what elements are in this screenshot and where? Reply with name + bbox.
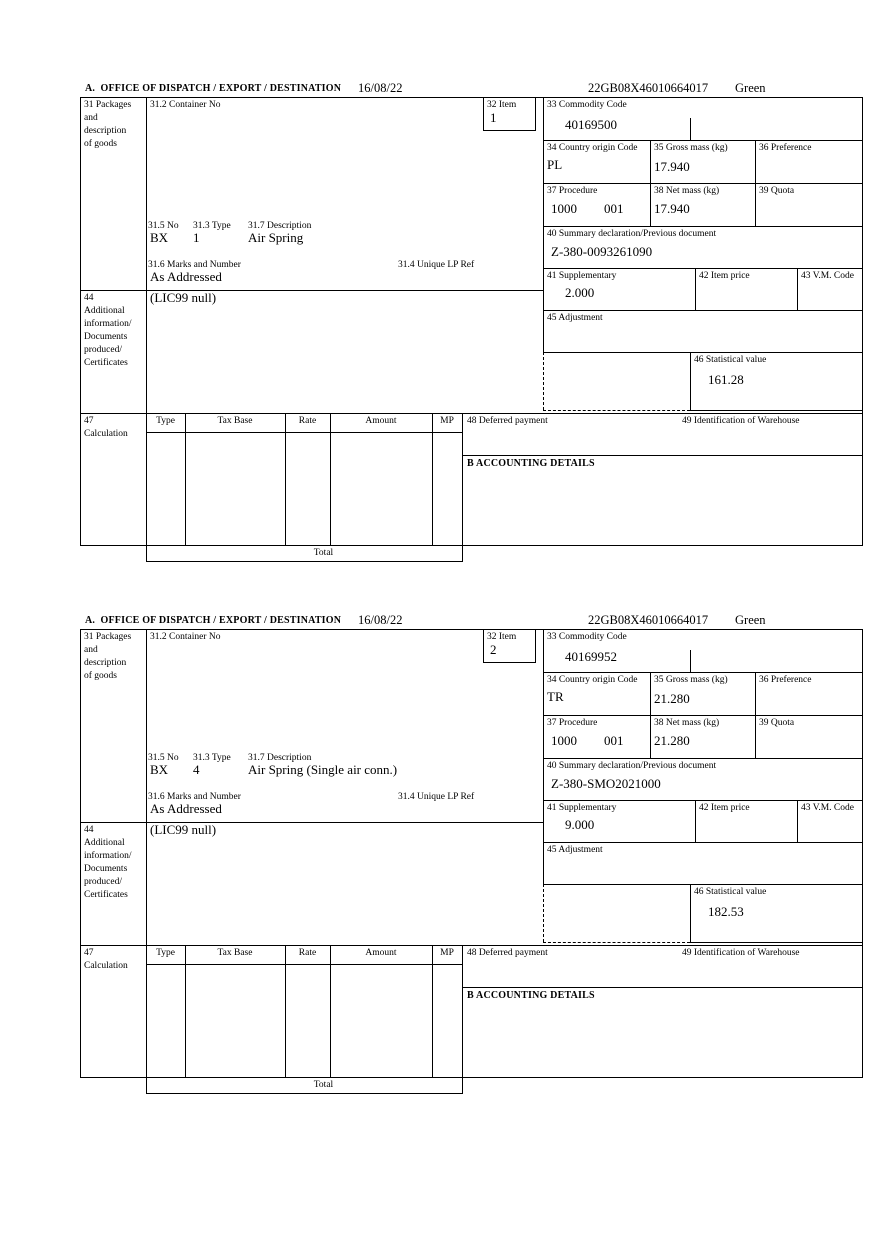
- procedure-ext-value: 001: [604, 201, 624, 216]
- grid-line: [543, 942, 690, 943]
- vm-code-label: 43 V.M. Code: [801, 271, 854, 281]
- grid-line: [80, 413, 863, 414]
- previous-document-value: Z-380-0093261090: [551, 244, 653, 259]
- statistical-value: 161.28: [708, 372, 744, 387]
- grid-line: [462, 455, 863, 456]
- marks-value: As Addressed: [150, 801, 222, 816]
- office-of-dispatch-label: A. OFFICE OF DISPATCH / EXPORT / DESTINATION: [85, 83, 342, 94]
- box47-label: Calculation: [84, 961, 128, 971]
- routing-status: Green: [735, 81, 766, 95]
- unique-lp-ref-label: 31.4 Unique LP Ref: [398, 260, 475, 270]
- supplementary-label: 41 Supplementary: [547, 803, 617, 813]
- grid-line: [146, 1077, 147, 1093]
- grid-line: [462, 1077, 463, 1093]
- warehouse-id-label: 49 Identification of Warehouse: [682, 948, 800, 958]
- package-type-value: 4: [193, 762, 200, 777]
- statistical-value-label: 46 Statistical value: [694, 355, 767, 365]
- box31-label: of goods: [84, 671, 117, 681]
- package-type-value: 1: [193, 230, 200, 245]
- grid-line: [462, 413, 463, 545]
- goods-description-value: Air Spring: [248, 230, 304, 245]
- additional-info-value: (LIC99 null): [150, 290, 217, 305]
- description-label: 31.7 Description: [248, 221, 312, 231]
- adjustment-label: 45 Adjustment: [547, 845, 603, 855]
- grid-line: [146, 629, 147, 945]
- grid-line: [80, 945, 863, 946]
- grid-line: [543, 352, 863, 353]
- calc-tax-base-header: Tax Base: [217, 948, 253, 958]
- supplementary-value: 9.000: [565, 817, 595, 832]
- grid-line: [543, 842, 863, 843]
- statistical-value-label: 46 Statistical value: [694, 887, 767, 897]
- dispatch-date: 16/08/22: [358, 81, 403, 95]
- grid-line: [146, 1093, 463, 1094]
- marks-label: 31.6 Marks and Number: [148, 260, 241, 270]
- previous-document-label: 40 Summary declaration/Previous document: [547, 761, 717, 771]
- grid-line: [80, 97, 863, 98]
- package-type-label: 31.3 Type: [193, 753, 231, 763]
- gross-mass-value: 17.940: [654, 159, 690, 174]
- unique-lp-ref-label: 31.4 Unique LP Ref: [398, 792, 475, 802]
- grid-line: [543, 715, 863, 716]
- gross-mass-value: 21.280: [654, 691, 690, 706]
- grid-line: [862, 97, 863, 545]
- box47-label: Calculation: [84, 429, 128, 439]
- preference-label: 36 Preference: [759, 675, 812, 685]
- dispatch-date: 16/08/22: [358, 613, 403, 627]
- marks-value: As Addressed: [150, 269, 222, 284]
- declaration-item-block: [80, 612, 863, 1097]
- item-number: 1: [490, 110, 497, 125]
- item-number-label: 32 Item: [487, 100, 517, 110]
- grid-line: [543, 672, 863, 673]
- box31-label: and: [84, 645, 98, 655]
- supplementary-value: 2.000: [565, 285, 595, 300]
- box31-label: 31 Packages: [84, 100, 132, 110]
- previous-document-label: 40 Summary declaration/Previous document: [547, 229, 717, 239]
- calc-total-label: Total: [313, 1080, 334, 1090]
- quota-label: 39 Quota: [759, 186, 795, 196]
- grid-line: [695, 268, 696, 310]
- box44-label: 44: [84, 293, 94, 303]
- country-origin-label: 34 Country origin Code: [547, 675, 638, 685]
- grid-line: [543, 97, 544, 352]
- calc-mp-header: MP: [440, 416, 454, 426]
- grid-line: [462, 987, 863, 988]
- box44-label: Documents: [84, 864, 128, 874]
- accounting-details-label: B ACCOUNTING DETAILS: [467, 458, 595, 469]
- country-origin-value: PL: [547, 157, 563, 172]
- grid-line: [543, 884, 863, 885]
- box47-label: 47: [84, 416, 94, 426]
- declaration-reference: 22GB08X46010664017: [588, 613, 709, 627]
- grid-line: [690, 650, 691, 672]
- item-price-label: 42 Item price: [699, 803, 750, 813]
- grid-line: [690, 410, 863, 411]
- grid-line: [543, 310, 863, 311]
- calc-amount-header: Amount: [365, 948, 397, 958]
- grid-line: [862, 629, 863, 1077]
- grid-line: [80, 97, 81, 545]
- previous-document-value: Z-380-SMO2021000: [551, 776, 661, 791]
- gross-mass-label: 35 Gross mass (kg): [654, 143, 728, 153]
- goods-description-value: Air Spring (Single air conn.): [248, 762, 398, 777]
- grid-line: [146, 964, 462, 965]
- accounting-details-label: B ACCOUNTING DETAILS: [467, 990, 595, 1001]
- grid-line: [462, 945, 463, 1077]
- grid-line: [543, 352, 544, 410]
- box44-label: Certificates: [84, 358, 128, 368]
- grid-line: [543, 884, 544, 942]
- net-mass-value: 17.940: [654, 201, 690, 216]
- grid-line: [80, 629, 81, 1077]
- procedure-label: 37 Procedure: [547, 186, 598, 196]
- deferred-payment-label: 48 Deferred payment: [467, 416, 548, 426]
- additional-info-value: (LIC99 null): [150, 822, 217, 837]
- container-no-label: 31.2 Container No: [150, 632, 221, 642]
- grid-line: [543, 140, 863, 141]
- adjustment-label: 45 Adjustment: [547, 313, 603, 323]
- grid-line: [690, 118, 691, 140]
- item-price-label: 42 Item price: [699, 271, 750, 281]
- calc-rate-header: Rate: [298, 948, 317, 958]
- routing-status: Green: [735, 613, 766, 627]
- box44-label: information/: [84, 319, 132, 329]
- item-number-box: [483, 97, 536, 131]
- procedure-value: 1000: [551, 201, 577, 216]
- grid-line: [543, 183, 863, 184]
- grid-line: [650, 672, 651, 758]
- package-no-label: 31.5 No: [148, 221, 179, 231]
- declaration-reference: 22GB08X46010664017: [588, 81, 709, 95]
- grid-line: [690, 352, 691, 410]
- box47-label: 47: [84, 948, 94, 958]
- statistical-value: 182.53: [708, 904, 744, 919]
- box44-label: produced/: [84, 877, 122, 887]
- quota-label: 39 Quota: [759, 718, 795, 728]
- box44-label: produced/: [84, 345, 122, 355]
- calc-tax-base-header: Tax Base: [217, 416, 253, 426]
- package-no-value: BX: [150, 762, 169, 777]
- grid-line: [543, 268, 863, 269]
- commodity-code-label: 33 Commodity Code: [547, 100, 627, 110]
- office-of-dispatch-label: A. OFFICE OF DISPATCH / EXPORT / DESTINATION: [85, 615, 342, 626]
- grid-line: [797, 268, 798, 310]
- vm-code-label: 43 V.M. Code: [801, 803, 854, 813]
- description-label: 31.7 Description: [248, 753, 312, 763]
- package-no-label: 31.5 No: [148, 753, 179, 763]
- box44-label: Certificates: [84, 890, 128, 900]
- box31-label: 31 Packages: [84, 632, 132, 642]
- commodity-code-label: 33 Commodity Code: [547, 632, 627, 642]
- item-number: 2: [490, 642, 497, 657]
- grid-line: [146, 97, 147, 413]
- preference-label: 36 Preference: [759, 143, 812, 153]
- item-number-label: 32 Item: [487, 632, 517, 642]
- net-mass-label: 38 Net mass (kg): [654, 186, 720, 196]
- box44-label: Documents: [84, 332, 128, 342]
- grid-line: [695, 800, 696, 842]
- grid-line: [543, 226, 863, 227]
- calc-mp-header: MP: [440, 948, 454, 958]
- box31-label: description: [84, 126, 127, 136]
- grid-line: [80, 629, 863, 630]
- box44-label: Additional: [84, 306, 125, 316]
- box44-label: 44: [84, 825, 94, 835]
- grid-line: [543, 758, 863, 759]
- grid-line: [690, 884, 691, 942]
- calc-type-header: Type: [156, 948, 175, 958]
- procedure-value: 1000: [551, 733, 577, 748]
- country-origin-label: 34 Country origin Code: [547, 143, 638, 153]
- country-origin-value: TR: [547, 689, 564, 704]
- gross-mass-label: 35 Gross mass (kg): [654, 675, 728, 685]
- calc-amount-header: Amount: [365, 416, 397, 426]
- package-no-value: BX: [150, 230, 169, 245]
- box31-label: and: [84, 113, 98, 123]
- grid-line: [80, 545, 863, 546]
- procedure-ext-value: 001: [604, 733, 624, 748]
- net-mass-value: 21.280: [654, 733, 690, 748]
- calc-type-header: Type: [156, 416, 175, 426]
- box44-label: Additional: [84, 838, 125, 848]
- commodity-code-value: 40169500: [565, 117, 617, 132]
- procedure-label: 37 Procedure: [547, 718, 598, 728]
- box31-label: of goods: [84, 139, 117, 149]
- grid-line: [543, 800, 863, 801]
- container-no-label: 31.2 Container No: [150, 100, 221, 110]
- supplementary-label: 41 Supplementary: [547, 271, 617, 281]
- net-mass-label: 38 Net mass (kg): [654, 718, 720, 728]
- grid-line: [543, 629, 544, 884]
- declaration-item-block: [80, 80, 863, 565]
- grid-line: [146, 561, 463, 562]
- box44-label: information/: [84, 851, 132, 861]
- item-number-box: [483, 629, 536, 663]
- warehouse-id-label: 49 Identification of Warehouse: [682, 416, 800, 426]
- grid-line: [80, 1077, 863, 1078]
- commodity-code-value: 40169952: [565, 649, 617, 664]
- grid-line: [690, 942, 863, 943]
- calc-total-label: Total: [313, 548, 334, 558]
- grid-line: [146, 432, 462, 433]
- grid-line: [755, 140, 756, 226]
- grid-line: [146, 545, 147, 561]
- calc-rate-header: Rate: [298, 416, 317, 426]
- grid-line: [462, 545, 463, 561]
- deferred-payment-label: 48 Deferred payment: [467, 948, 548, 958]
- grid-line: [650, 140, 651, 226]
- grid-line: [543, 410, 690, 411]
- box31-label: description: [84, 658, 127, 668]
- grid-line: [755, 672, 756, 758]
- grid-line: [797, 800, 798, 842]
- marks-label: 31.6 Marks and Number: [148, 792, 241, 802]
- package-type-label: 31.3 Type: [193, 221, 231, 231]
